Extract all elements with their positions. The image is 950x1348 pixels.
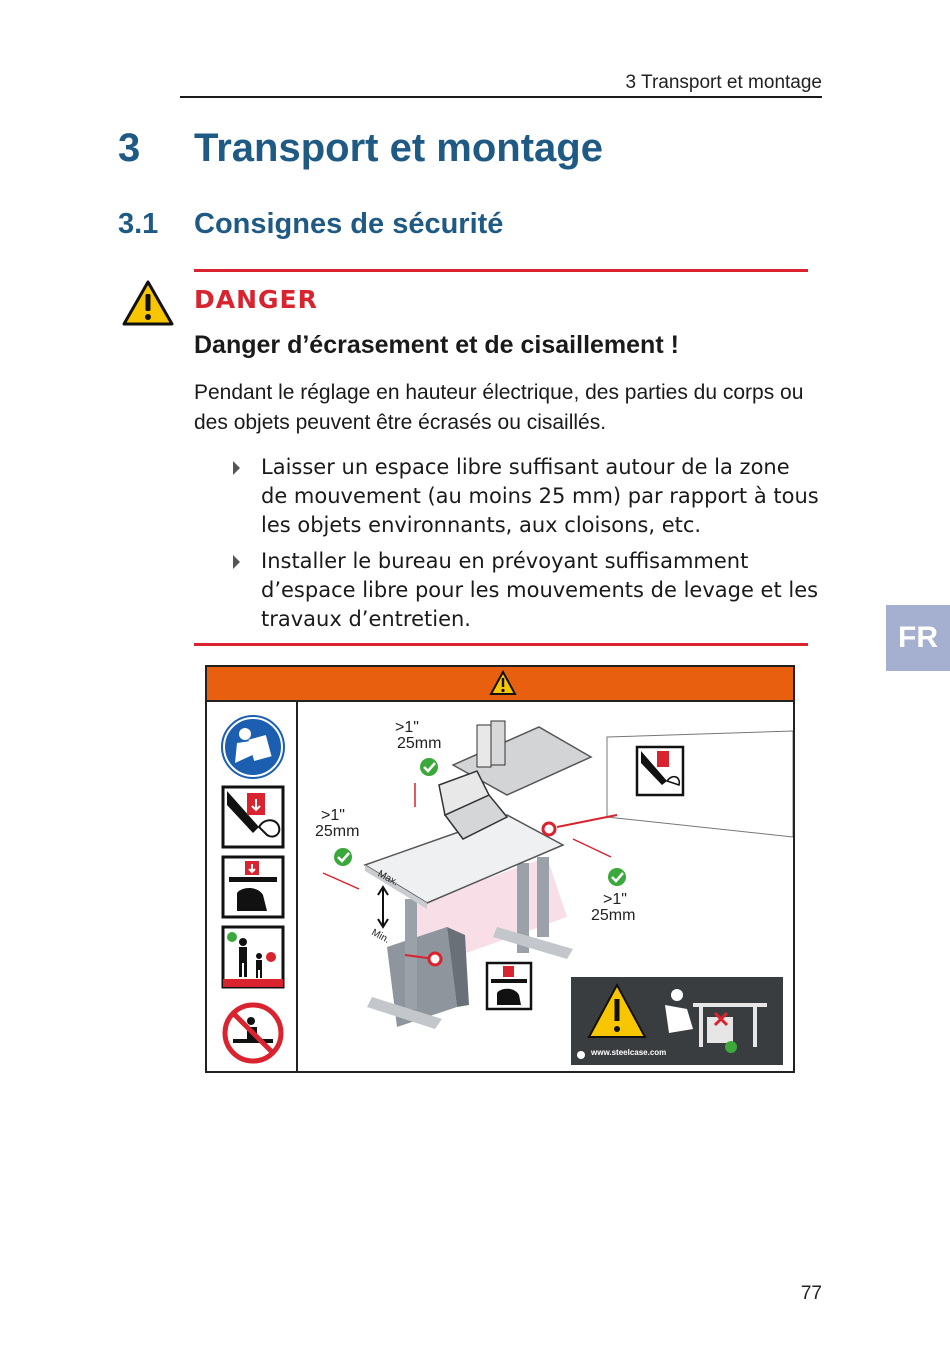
- danger-signal-word: DANGER: [194, 285, 318, 314]
- safety-label-illustration: [205, 665, 795, 1073]
- clearance-mm-label: 25mm: [397, 735, 442, 752]
- page-number: 77: [800, 1283, 822, 1304]
- children-keep-away-icon: [223, 927, 283, 987]
- bullet-arrow-icon: [233, 461, 240, 475]
- clearance-inch-label: >1": [321, 807, 345, 824]
- clearance-ok-icon: [420, 758, 438, 776]
- chapter-number: 3: [118, 126, 141, 170]
- read-manual-icon: [222, 716, 284, 778]
- danger-bottom-rule: [194, 643, 808, 646]
- chapter-title: Transport et montage: [194, 126, 603, 170]
- max-height-label: Max.: [375, 868, 400, 889]
- min-height-label: Min.: [369, 927, 392, 946]
- website-label: www.steelcase.com: [591, 1048, 667, 1057]
- danger-heading: Danger d’écrasement et de cisaillement !: [194, 331, 679, 359]
- header-rule: [180, 96, 822, 98]
- language-tab: FR: [886, 605, 950, 671]
- bullet-arrow-icon: [233, 555, 240, 569]
- clearance-ok-icon: [608, 868, 626, 886]
- danger-top-rule: [194, 269, 808, 272]
- danger-description: Pendant le réglage en hauteur électrique, des parties du corps ou des objets peuvent être écrasés ou cisaillés.: [194, 381, 804, 434]
- no-sitting-on-desk-icon: [225, 1005, 281, 1061]
- clearance-ok-icon: [334, 848, 352, 866]
- clearance-inch-label: >1": [603, 891, 627, 908]
- hand-under-desk-icon: [223, 857, 283, 917]
- wall-pinch-icon: [637, 747, 683, 795]
- running-header: 3 Transport et montage: [625, 72, 822, 93]
- section-title: Consignes de sécurité: [194, 208, 504, 240]
- bullet-text: Installer le bureau en prévoyant suffisamment d’espace libre pour les mouvements de levage et les travaux d’entretien.: [261, 549, 819, 631]
- clearance-mm-label: 25mm: [315, 823, 360, 840]
- underdesk-pinch-icon: [487, 963, 531, 1009]
- safety-label-graphic: [207, 667, 793, 1071]
- clearance-mm-label: 25mm: [591, 907, 636, 924]
- warning-triangle-icon: [122, 280, 174, 326]
- bullet-text: Laisser un espace libre suffisant autour de la zone de mouvement (au moins 25 mm) par rapport à tous les objets environnants, aux cloisons, etc.: [261, 455, 819, 537]
- section-number: 3.1: [118, 208, 159, 240]
- clearance-inch-label: >1": [395, 719, 419, 736]
- hand-crush-icon: [223, 787, 283, 847]
